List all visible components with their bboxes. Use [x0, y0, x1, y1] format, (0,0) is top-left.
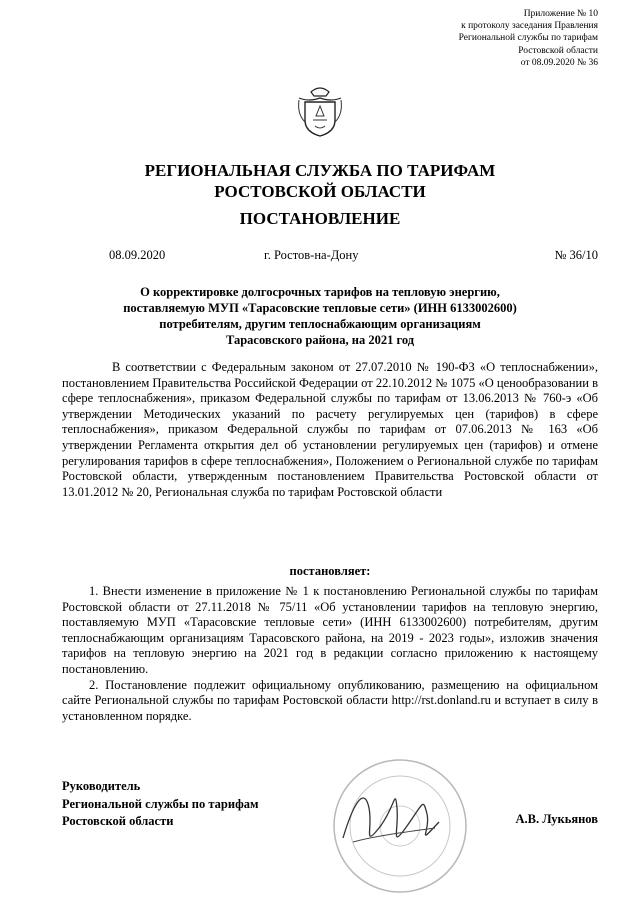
preamble-paragraph: В соответствии с Федеральным законом от 27.07.2010 № 190-ФЗ «О теплоснабжении», постановлением Правительства Российской Федерации от 22.10.2012 № 1075 «О ценообразовании в сфере теплоснабжения», приказом Федеральной службы по тарифам от 13.06.2013 № 760-э «Об утверждении Методических указаний по расчету регулируемых цен (тарифов) в сфере теплоснабжения», приказом Федеральной службы по тарифам от 07.06.2013 № 163 «Об утверждении Регламента открытия дел об установлении регулируемых цен (тарифов) и отмене регулирования тарифов в сфере теплоснабжения», Положением о Региональной службе по тарифам Ростовской области, утвержденным постановлением Правительства Ростовской области от 13.01.2012 № 20, Региональная служба по тарифам Ростовской области: [62, 360, 598, 499]
document-type: ПОСТАНОВЛЕНИЕ: [239, 209, 401, 228]
resolution-item: 2. Постановление подлежит официальному опубликованию, размещению на официальном сайте Региональной службы по тарифам Ростовской области http://rst.donland.ru и вступает в силу в установленном порядке.: [62, 677, 598, 723]
document-subject: [70, 284, 570, 348]
annex-line: Приложение № 10: [523, 9, 598, 19]
subject-line: поставляемую МУП «Тарасовские тепловые сети» (ИНН 6133002600): [123, 301, 517, 315]
document-date: 08.09.2020: [109, 248, 166, 262]
org-line: РОСТОВСКОЙ ОБЛАСТИ: [214, 182, 426, 201]
signatory-title-line: Региональной службы по тарифам: [62, 796, 259, 811]
resolution-item: 1. Внести изменение в приложение № 1 к постановлению Региональной службы по тарифам Ростовской области от 27.11.2018 № 75/11 «Об установлении тарифов на тепловую энергию, поставляемую МУП «Тарасовские тепловые сети» (ИНН 6133002600) потребителям, другим теплоснабжающим организациям Тарасовского района, на 2019 - 2023 годы», изложив значения тарифов на тепловую энергию на 2021 год в редакции согласно приложению к настоящему постановлению.: [62, 584, 598, 676]
signatory-title-line: Руководитель: [62, 779, 141, 793]
preamble-block: [62, 360, 598, 500]
organization-name: [40, 160, 600, 202]
signatory-name: А.В. Лукьянов: [515, 812, 598, 826]
subject-line: Тарасовского района, на 2021 год: [225, 333, 415, 347]
document-city: г. Ростов-на-Дону: [264, 248, 359, 262]
annex-line: Ростовской области: [518, 45, 598, 56]
resolves-heading: постановляет:: [289, 564, 371, 578]
coat-of-arms-emblem: [297, 82, 343, 140]
document-number: № 36/10: [554, 248, 598, 262]
signatory-title-line: Ростовской области: [62, 814, 174, 828]
signatory-title: [62, 778, 258, 831]
annex-line: к протоколу заседания Правления: [461, 21, 598, 32]
org-line: РЕГИОНАЛЬНАЯ СЛУЖБА ПО ТАРИФАМ: [144, 161, 496, 180]
annex-note: [459, 8, 598, 69]
subject-line: потребителям, другим теплоснабжающим организациям: [159, 317, 481, 331]
annex-line: от 08.09.2020 № 36: [520, 57, 598, 68]
handwritten-signature: [335, 778, 445, 858]
resolution-items: [62, 584, 598, 724]
subject-line: О корректировке долгосрочных тарифов на тепловую энергию,: [140, 285, 500, 299]
annex-line: Региональной службы по тарифам: [458, 33, 598, 44]
